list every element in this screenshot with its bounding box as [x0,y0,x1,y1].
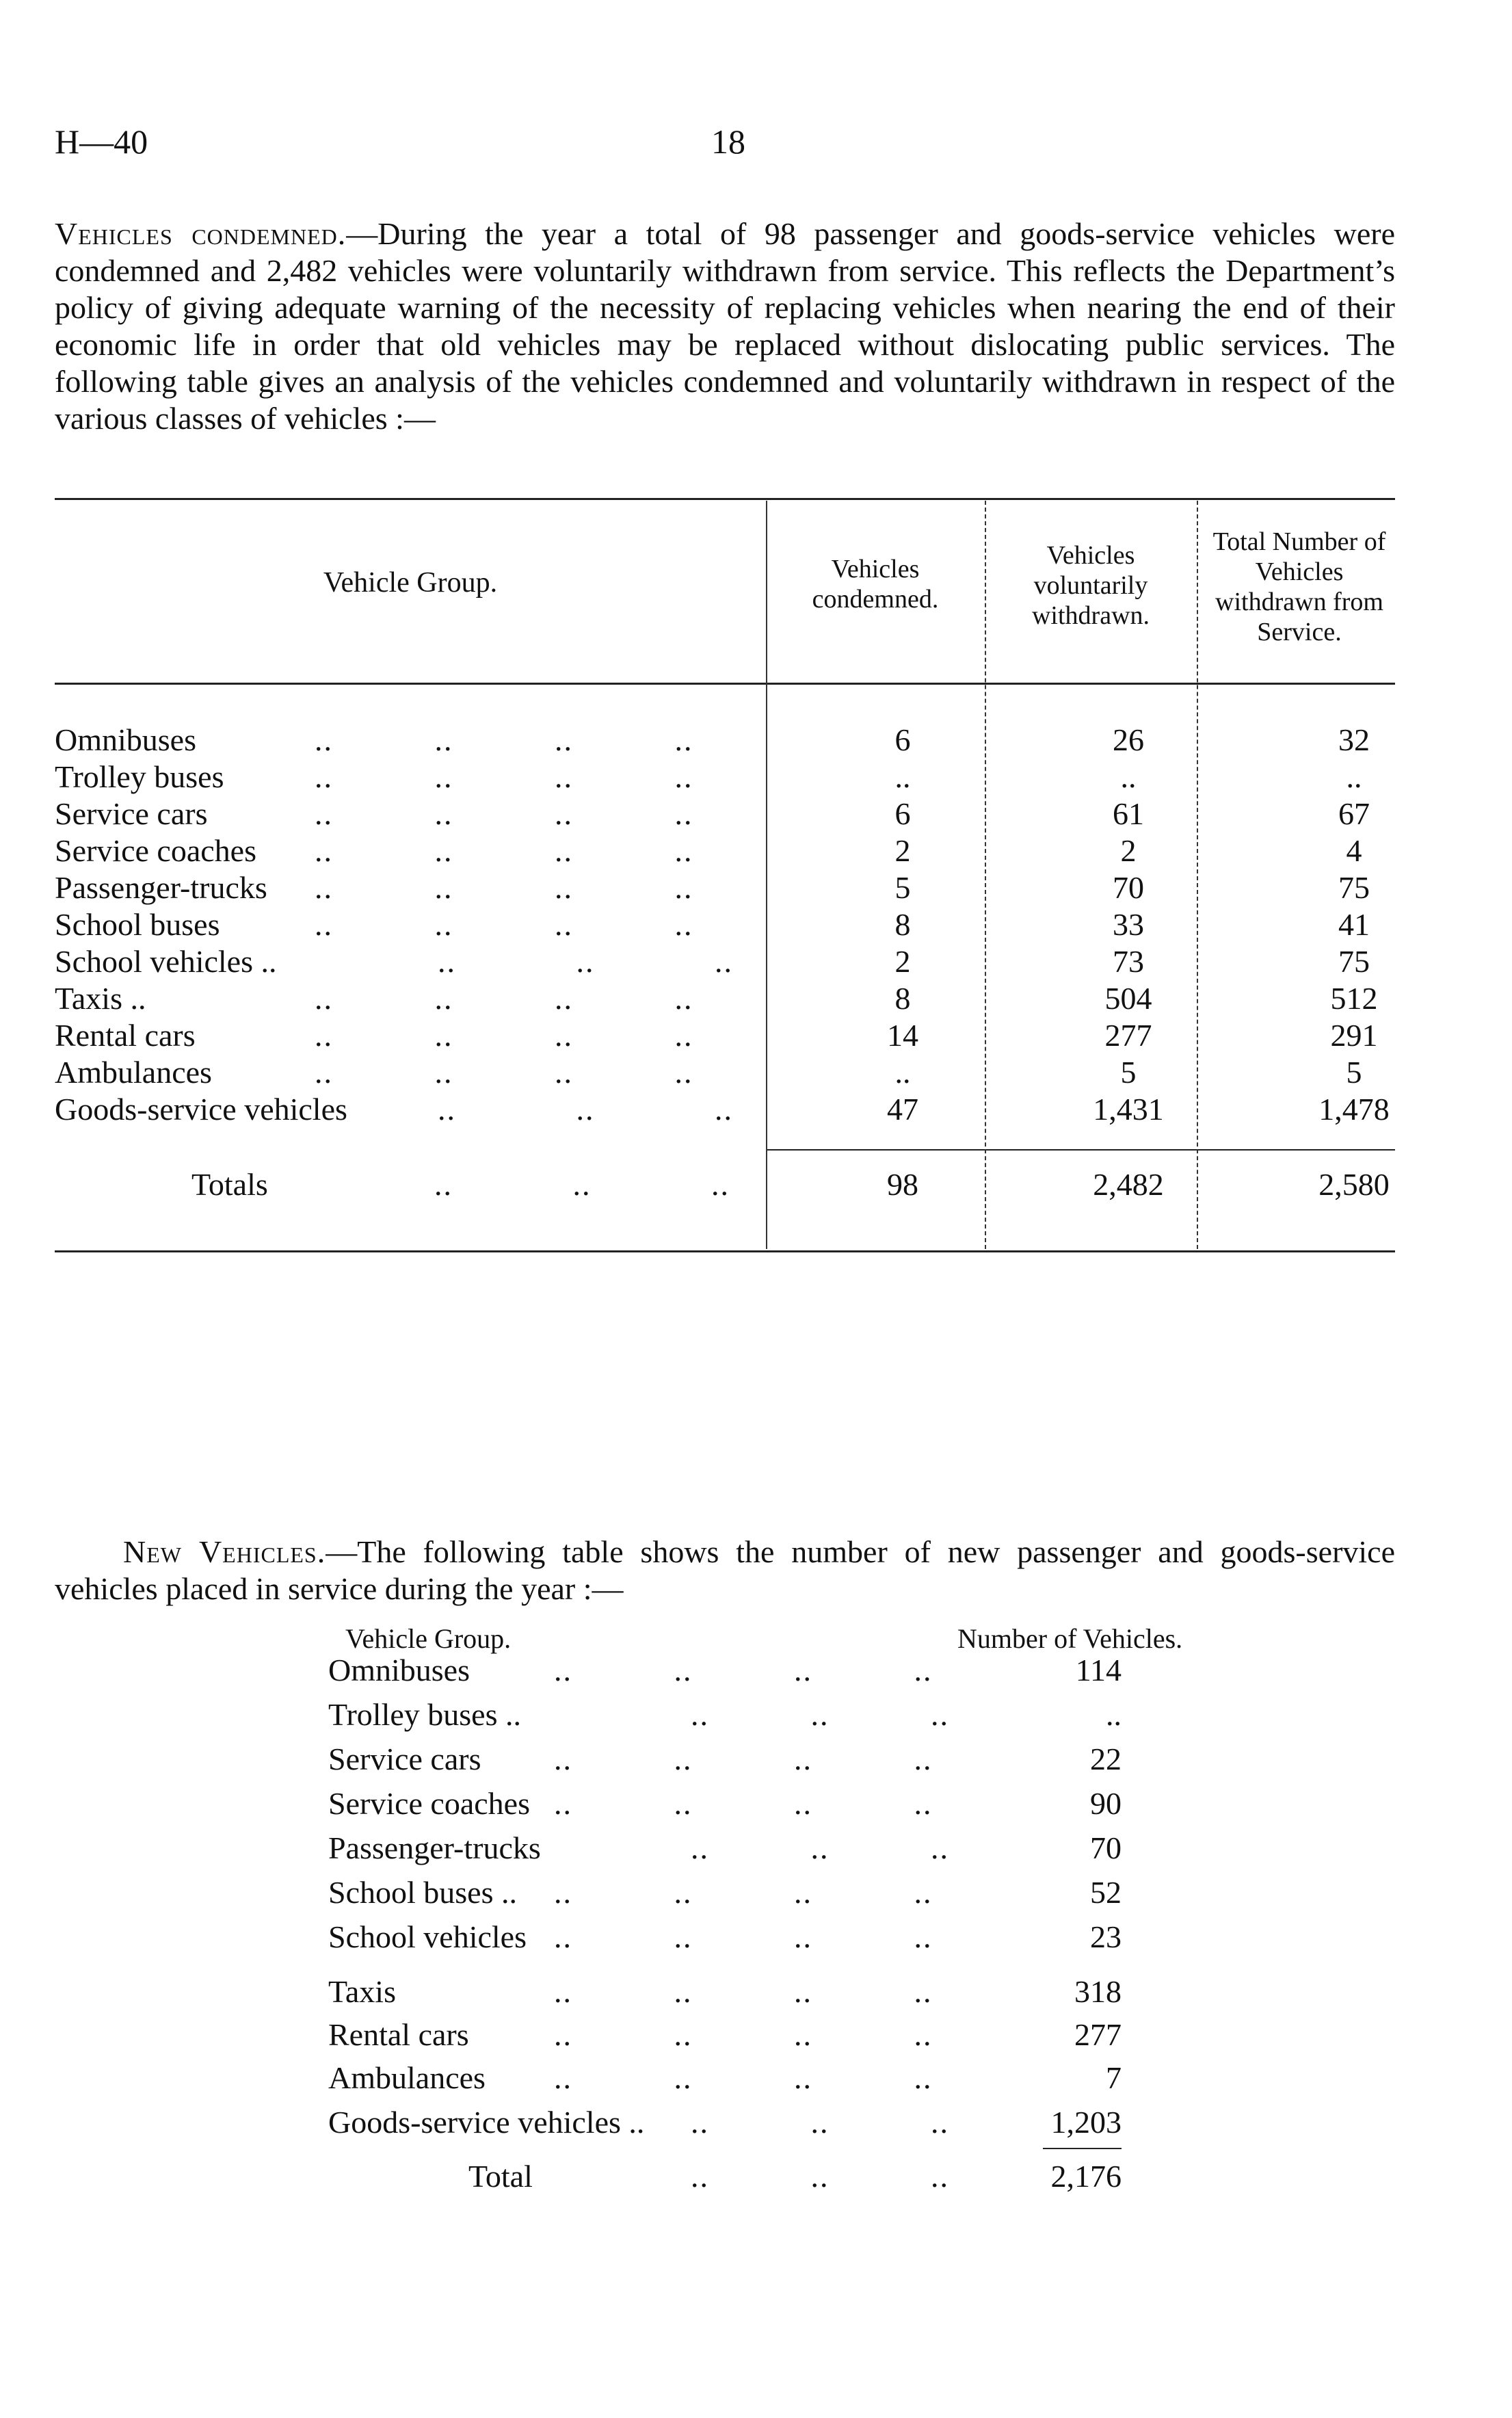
leader-dots: .. .. .. .. [315,1055,693,1090]
paragraph-text: —During the year a total of 98 passenger and goods-service vehicles were condemned and 2,482 vehicles were voluntarily withdrawn from service. This reflects the Department’s policy of giving adequate warning of the necessity of replacing vehicles when nearing the end of their economic life in order that old vehicles may be replaced without dislocating public services. The following table gives an analysis of the vehicles condemned and voluntarily withdrawn in respect of the various classes of vehicles :— [55,216,1395,436]
condemned-value: 8 [894,907,911,942]
withdrawn-value: 1,431 [1093,1092,1164,1127]
table-row [55,943,1395,980]
list-item [328,2060,1149,2101]
row-group-label: School buses [55,907,220,942]
condemned-value: 8 [894,981,911,1016]
condemned-value: 47 [887,1092,918,1127]
total-value: 67 [1338,796,1370,831]
row-group-label: Rental cars [328,2017,469,2052]
table-row [55,1054,1395,1091]
row-group-label: Service coaches [328,1786,531,1821]
number-value: 277 [1074,2017,1122,2052]
totals-rule [766,1149,1395,1151]
condemned-value: 14 [887,1018,918,1053]
leader-dots: .. .. .. .. [315,1018,693,1053]
leader-dots: .. .. .. .. [554,1919,933,1954]
row-group-label: Passenger-trucks [55,870,267,905]
condemned-value: 2 [894,833,911,868]
header-number-of-vehicles: Number of Vehicles. [957,1623,1183,1654]
condemned-value: .. [894,759,911,794]
row-group-label: Service coaches [55,833,257,868]
list-item [328,1830,1149,1871]
list-item [328,1874,1149,1915]
number-value: 318 [1074,1974,1122,2009]
list-item [328,1741,1149,1782]
list-item [328,2104,1149,2145]
leader-dots: .. .. .. [691,1697,949,1732]
total-value: 41 [1338,907,1370,942]
table-top-rule [55,498,1395,500]
number-value: 114 [1075,1653,1122,1687]
total-value: 75 [1338,944,1370,979]
leader-dots: .. .. .. .. [554,1875,933,1910]
list-item [328,1785,1149,1826]
vehicles-condemned-paragraph [55,215,1395,437]
total-value: 1,478 [1318,1092,1390,1127]
withdrawn-value: 2 [1120,833,1137,868]
condemned-value: 5 [894,870,911,905]
withdrawn-value: 33 [1113,907,1144,942]
table-row [55,869,1395,906]
header-vehicle-group: Vehicle Group. [323,567,498,599]
leader-dots: .. .. .. [434,1167,730,1202]
leader-dots: .. .. .. .. [315,796,693,831]
condemned-value: 6 [894,722,911,757]
withdrawn-value: 70 [1113,870,1144,905]
condemned-value: 2 [894,944,911,979]
row-group-label: Goods-service vehicles .. [328,2105,645,2140]
total-value: .. [1346,759,1362,794]
number-value: .. [1106,1697,1122,1732]
leader-dots: .. .. .. .. [554,2017,933,2052]
table-row [55,722,1395,759]
leader-dots: .. .. .. [691,1830,949,1865]
leader-dots: .. .. .. .. [554,1974,933,2009]
table-row [55,1091,1395,1128]
condemned-value: .. [894,1055,911,1090]
total-value: 32 [1338,722,1370,757]
withdrawn-value: 73 [1113,944,1144,979]
withdrawn-value: 5 [1120,1055,1137,1090]
total-value: 75 [1338,870,1370,905]
list-item [328,2016,1149,2058]
row-group-label: Goods-service vehicles [55,1092,347,1127]
section-heading: New Vehicles. [123,1534,326,1569]
table-row [55,832,1395,869]
leader-dots: .. .. .. [438,944,733,979]
row-group-label: Taxis [328,1974,396,2009]
row-group-label: Rental cars [55,1018,196,1053]
totals-withdrawn: 2,482 [1093,1167,1164,1202]
total-value: 291 [1330,1018,1378,1053]
table-header-rule [55,683,1395,685]
row-group-label: Trolley buses .. [328,1697,521,1732]
leader-dots: .. .. .. [691,2105,949,2140]
row-group-label: School buses .. [328,1875,517,1910]
row-group-label: Omnibuses [55,722,196,757]
condemned-value: 6 [894,796,911,831]
row-group-label: Taxis .. [55,981,146,1016]
number-value: 70 [1090,1830,1122,1865]
leader-dots: .. .. .. .. [554,1786,933,1821]
document-code: H—40 [55,122,148,161]
total-label: Total [468,2159,533,2194]
new-vehicles-paragraph [55,1534,1395,1607]
total-rule [1043,2148,1122,2149]
table-row [55,759,1395,796]
row-group-label: Passenger-trucks [328,1830,541,1865]
row-group-label: Service cars [328,1742,481,1776]
table-row [55,796,1395,832]
leader-dots: .. .. .. .. [315,759,693,794]
list-item [328,1973,1149,2014]
totals-label: Totals [191,1167,268,1202]
number-value: 7 [1106,2060,1122,2095]
leader-dots: .. .. .. .. [315,870,693,905]
row-group-label: Ambulances [328,2060,486,2095]
leader-dots: .. .. .. .. [554,1742,933,1776]
number-value: 23 [1090,1919,1122,1954]
leader-dots: .. .. .. .. [315,907,693,942]
paragraph-text: —The following table shows the number of new passenger and goods-service vehicles placed in service during the year :— [55,1534,1395,1606]
header-condemned: Vehicles condemned. [812,555,939,614]
total-row [328,2158,1149,2199]
list-item [328,1919,1149,1960]
totals-total: 2,580 [1318,1167,1390,1202]
withdrawn-value: 26 [1113,722,1144,757]
row-group-label: Service cars [55,796,208,831]
table-row [55,1017,1395,1054]
total-value: 4 [1346,833,1362,868]
header-withdrawn: Vehicles voluntarily withdrawn. [1031,541,1150,630]
header-total: Total Number of Vehicles withdrawn from Service. [1212,527,1386,646]
totals-row [55,1166,1395,1203]
total-number: 2,176 [1050,2159,1122,2194]
number-value: 90 [1090,1786,1122,1821]
list-item [328,1696,1149,1737]
section-heading: Vehicles condemned. [55,216,347,251]
table-bottom-rule [55,1250,1395,1252]
leader-dots: .. .. .. .. [315,833,693,868]
page-number: 18 [711,122,745,161]
row-group-label: Trolley buses [55,759,224,794]
row-group-label: School vehicles [328,1919,527,1954]
list-item [328,1652,1149,1693]
leader-dots: .. .. .. [438,1092,733,1127]
row-group-label: Omnibuses [328,1653,470,1687]
table-row [55,980,1395,1017]
number-value: 52 [1090,1875,1122,1910]
row-group-label: Ambulances [55,1055,212,1090]
withdrawn-value: .. [1120,759,1137,794]
number-value: 22 [1090,1742,1122,1776]
header-vehicle-group: Vehicle Group. [345,1623,512,1654]
withdrawn-value: 504 [1104,981,1152,1016]
leader-dots: .. .. .. .. [554,1653,933,1687]
leader-dots: .. .. .. .. [315,981,693,1016]
leader-dots: .. .. .. [691,2159,949,2194]
row-group-label: School vehicles .. [55,944,277,979]
withdrawn-value: 61 [1113,796,1144,831]
table-row [55,906,1395,943]
totals-condemned: 98 [887,1167,918,1202]
withdrawn-value: 277 [1104,1018,1152,1053]
leader-dots: .. .. .. .. [315,722,693,757]
total-value: 512 [1330,981,1378,1016]
number-value: 1,203 [1050,2105,1122,2140]
total-value: 5 [1346,1055,1362,1090]
leader-dots: .. .. .. .. [554,2060,933,2095]
